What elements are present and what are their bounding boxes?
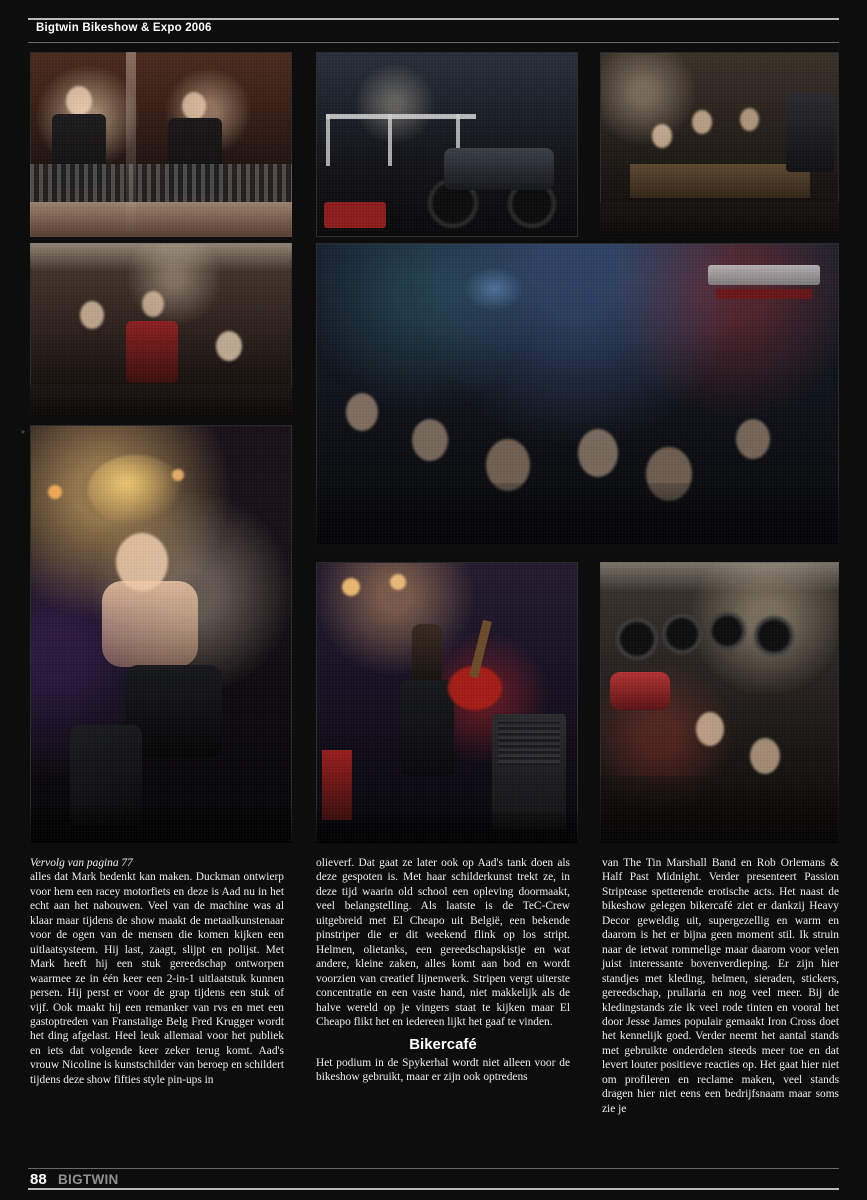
header-title: Bigtwin Bikeshow & Expo 2006: [36, 22, 212, 34]
photo-stripteaseact: [30, 425, 292, 844]
photo-guitarist-onstage: [316, 562, 578, 844]
article-column-1: [30, 856, 284, 1087]
photo-stand-crowd: [30, 52, 292, 237]
header-rule-top: [28, 18, 839, 20]
article-body-column-1: alles dat Mark bedenkt kan maken. Duckman ontwierp voor hem een racey motorfiets en deze is Aad nu in het echt aan het nabouwen. Veel van de machine was al klaar maar tijdens de show maakt de metaalkunstenaar voor de ogen van de mensen die komen kijken een uitlaatsysteem. Hij last, zaagt, slijpt en polijst. Met Mark heeft hij een stuk gereedschap ontworpen waarmee ze in één keer een 2-in-1 uitlaatstuk kunnen persen. Hij perst er voor de grap tijdens een stuk of vijf. Ook maakt hij een remanker van rvs en met een gastoptreden van Franstalige Belg Fred Krugger wordt het ding afgelast. Heel leuk allemaal voor het publiek en iets dat volgende keer zeker terug komt. Aad's vrouw Nicoline is kunstschilder van beroep en schildert tijdens deze show fifties style pin-ups in: [30, 871, 285, 1086]
article-column-3: [602, 856, 839, 1116]
article-body-column-2b: Het podium in de Spykerhal wordt niet alleen voor de bikeshow gebruikt, maar er zijn ook optredens: [316, 1056, 570, 1084]
article-body-column-3: van The Tin Marshall Band en Rob Orlemans & Half Past Midnight. Verder presenteert Passion Striptease spetterende erotische acts. Het naast de bikeshow gelegen bikercafé ziet er dankzij Heavy Decor geweldig uit, supergezellig en warm en daarom is het er bijna geen moment stil. Ik struin naar de ietwat rommelige maar daarom voor velen juist interessante bovenverdieping. Er zijn hier standjes met kleding, helmen, sieraden, stickers, gereedschap, prullaria en nog veel meer. Bij de kledingstands zie ik veel rode tinten en vooral het door Jesse James populair gemaakt Iron Cross doet het kennelijk goed. Verder neemt het aantal stands met gebruikte onderdelen steeds meer toe en dat levert louter positieve reacties op. Het gaat hier niet om profileren en reclame maken, veel stands dragen hier niet eens een bedrijfsnaam maar soms zie je: [602, 857, 839, 1115]
article-column-2: [316, 856, 570, 1085]
photo-bikercafe-crowd: [316, 243, 839, 545]
page-number: 88: [30, 1171, 47, 1188]
footer-brand: BIGTWIN: [58, 1172, 119, 1187]
photo-parts-stand: [600, 562, 839, 844]
section-subheading: Bikercafé: [409, 1036, 477, 1054]
photo-custom-bikes: [316, 52, 578, 237]
continued-from-note: Vervolg van pagina 77: [30, 857, 133, 869]
footer-rule-bottom: [28, 1188, 839, 1190]
photo-clothing-stand: [30, 243, 292, 418]
article-columns: [30, 856, 839, 1166]
edge-mark: »: [21, 427, 25, 436]
article-body-column-2: olieverf. Dat gaat ze later ook op Aad's tank doen als deze gespoten is. Met haar schilderkunst trekt ze, in deze tijd waarin old school een opleving doormaakt, veel belangstelling. Als laatste is de TeC-Crew uitgebreid met El Cheapo uit België, een bekende pinstriper die er dit weekend flink op los stript. Helmen, olietanks, een gereedschapskistje en wat andere, kleine zaken, alles komt aan bod en wordt voorzien van creatief lijnenwerk. Stripen vergt uiterste concentratie en een vaste hand, niet makkelijk als de halve wereld op je vingers staat te kijken maar El Cheapo flikt het en iedereen lijkt het gaaf te vinden.: [316, 857, 570, 1028]
photo-expo-visitors: [600, 52, 839, 237]
